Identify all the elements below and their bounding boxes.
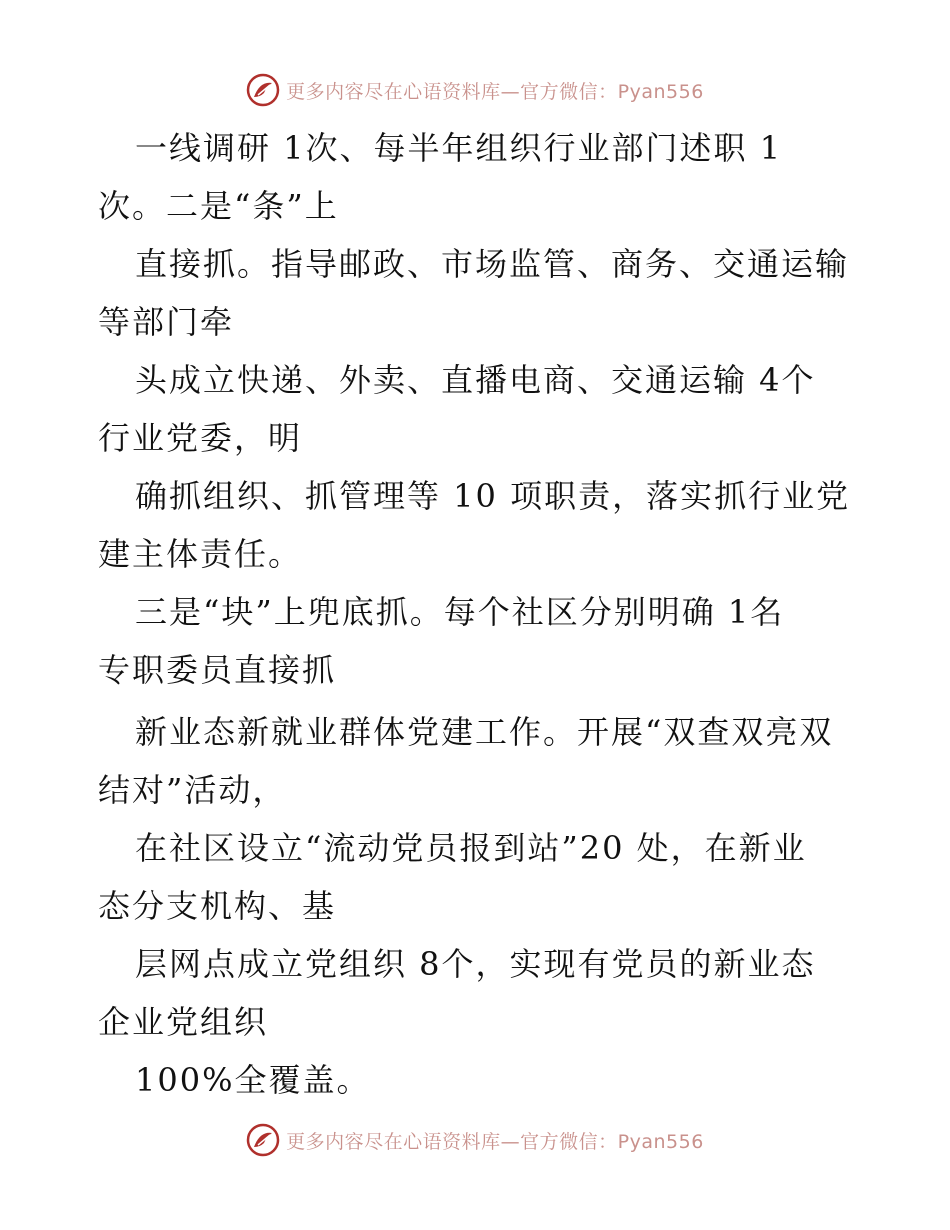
paragraph-line: 态分支机构、基 <box>98 887 337 925</box>
watermark-logo-icon <box>246 1123 280 1157</box>
paragraph-line: 头成立快递、外卖、直播电商、交通运输 4个 <box>135 361 816 399</box>
footer-watermark <box>0 1122 950 1158</box>
paragraph-line: 一线调研 1次、每半年组织行业部门述职 1 <box>135 129 783 167</box>
header-watermark <box>0 72 950 108</box>
paragraph-line: 行业党委，明 <box>98 419 303 457</box>
paragraph-line: 直接抓。指导邮政、市场监管、商务、交通运输 <box>135 245 850 283</box>
watermark-text: 更多内容尽在心语资料库—官方微信：Pyan556 <box>286 80 704 103</box>
paragraph-line: 企业党组织 <box>98 1003 269 1041</box>
paragraph-line: 100%全覆盖。 <box>135 1061 371 1099</box>
paragraph-line: 等部门牵 <box>98 303 235 341</box>
paragraph-line: 建主体责任。 <box>98 535 303 573</box>
paragraph-line: 层网点成立党组织 8个，实现有党员的新业态 <box>135 945 816 983</box>
paragraph-line: 专职委员直接抓 <box>98 651 337 689</box>
paragraph-line: 在社区设立“流动党员报到站”20 处，在新业 <box>135 829 807 867</box>
paragraph-line: 确抓组织、抓管理等 10 项职责，落实抓行业党 <box>135 477 851 515</box>
paragraph-line: 新业态新就业群体党建工作。开展“双查双亮双 <box>135 713 834 751</box>
paragraph-line: 三是“块”上兜底抓。每个社区分别明确 1名 <box>135 593 785 631</box>
watermark-text: 更多内容尽在心语资料库—官方微信：Pyan556 <box>286 1130 704 1153</box>
paragraph-line: 结对”活动， <box>98 771 287 809</box>
watermark-logo-icon <box>246 73 280 107</box>
paragraph-line: 次。二是“条”上 <box>98 187 339 225</box>
